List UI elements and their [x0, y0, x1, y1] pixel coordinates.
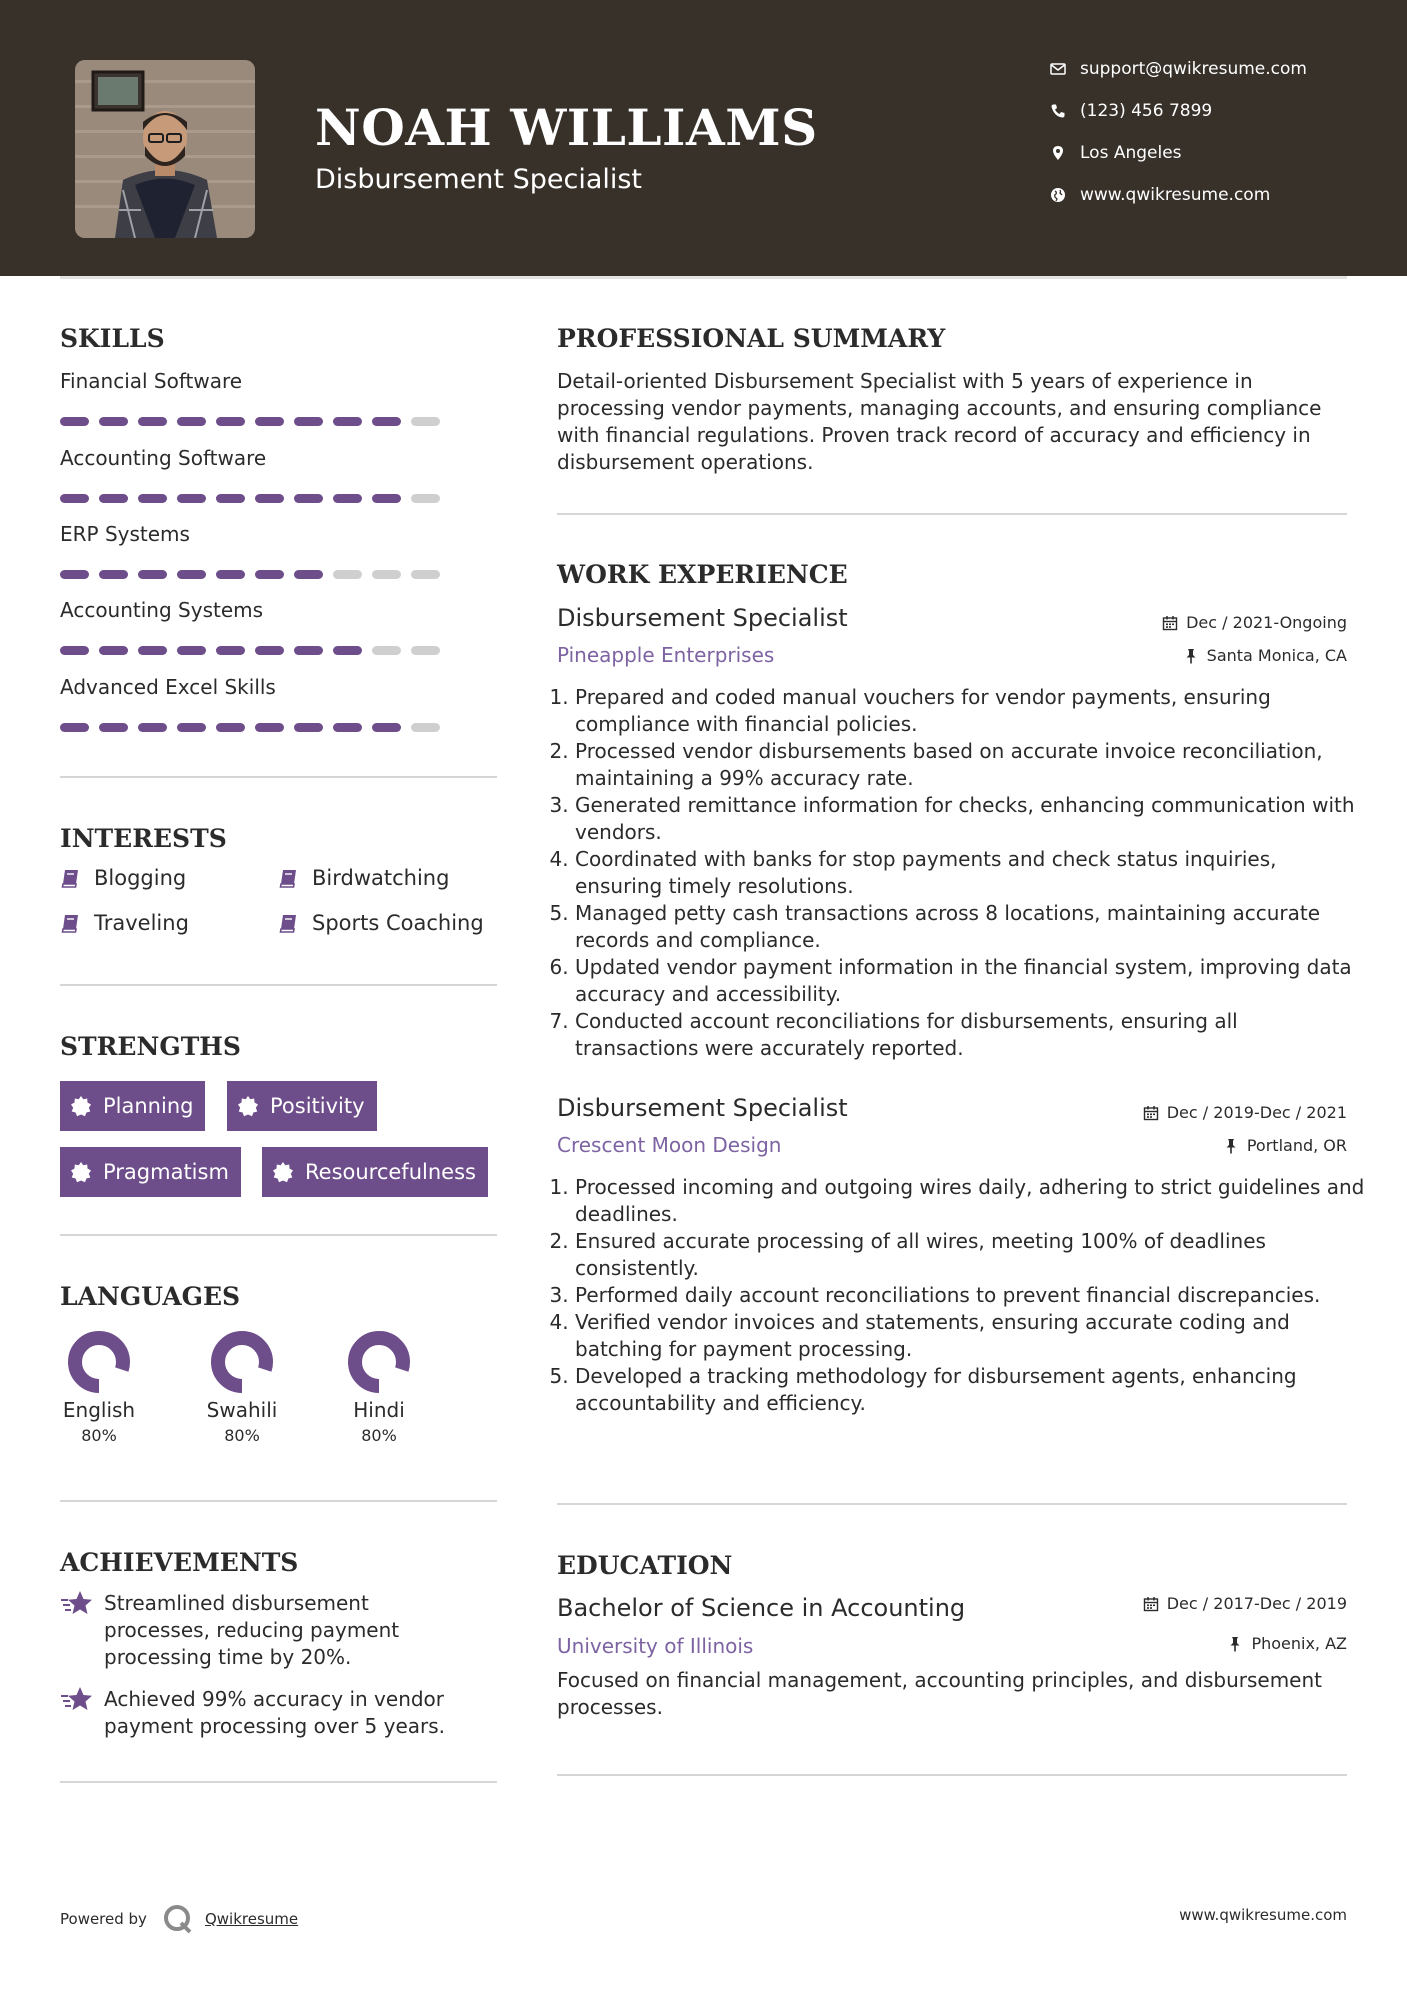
duty-item: 1. Processed incoming and outgoing wires daily, adhering to strict guidelines and deadlines.	[575, 1174, 1365, 1228]
phone-icon	[1050, 103, 1080, 119]
skill-dot-filled	[177, 570, 206, 579]
contact-location	[1050, 140, 1182, 166]
skill-dot-filled	[99, 570, 128, 579]
skill-dot-filled	[138, 494, 167, 503]
skill-dot-filled	[216, 570, 245, 579]
powered-by-label: Powered by	[60, 1910, 147, 1928]
skill-dot-filled	[216, 646, 245, 655]
skill-dot-filled	[99, 723, 128, 732]
language-percent: 80%	[361, 1426, 397, 1445]
skill-rating	[60, 570, 440, 579]
candidate-name: NOAH WILLIAMS	[315, 98, 818, 157]
duty-item: 6. Updated vendor payment information in the financial system, improving data accuracy and accessibility.	[575, 954, 1365, 1008]
contact-phone-text: (123) 456 7899	[1080, 101, 1213, 121]
skill-name: Financial Software	[60, 369, 243, 393]
strength-label: Resourcefulness	[305, 1160, 476, 1184]
achievement-text: Achieved 99% accuracy in vendor payment processing over 5 years.	[104, 1687, 446, 1738]
interest-item	[60, 866, 186, 890]
company-name: Pineapple Enterprises	[557, 643, 775, 667]
skill-dot-empty	[333, 570, 362, 579]
candidate-title: Disbursement Specialist	[315, 164, 643, 195]
skill-dot-filled	[294, 570, 323, 579]
skill-dot-filled	[216, 417, 245, 426]
contact-email-text: support@qwikresume.com	[1080, 59, 1307, 79]
skill-dot-filled	[60, 494, 89, 503]
job-date-text: Dec / 2021-Ongoing	[1186, 613, 1347, 632]
skill-dot-empty	[411, 417, 440, 426]
skill-dot-filled	[99, 494, 128, 503]
profile-photo	[75, 60, 255, 238]
skill-dot-empty	[372, 570, 401, 579]
interest-item	[60, 911, 189, 935]
strength-label: Pragmatism	[103, 1160, 229, 1184]
language-name: Swahili	[206, 1398, 278, 1422]
skill-dot-filled	[177, 494, 206, 503]
footer-powered-by	[60, 1902, 298, 1936]
skill-dot-filled	[372, 723, 401, 732]
achievement-item	[60, 1686, 460, 1740]
education-heading: EDUCATION	[557, 1551, 733, 1580]
language-ring	[347, 1330, 411, 1394]
summary-heading: PROFESSIONAL SUMMARY	[557, 324, 946, 353]
skill-dot-filled	[99, 417, 128, 426]
interest-label: Sports Coaching	[312, 911, 484, 935]
skill-dot-filled	[138, 417, 167, 426]
skill-name: Accounting Software	[60, 446, 267, 470]
skill-dot-filled	[372, 494, 401, 503]
pushpin-icon	[1227, 1636, 1243, 1652]
skill-dot-filled	[60, 723, 89, 732]
badge-icon	[70, 1161, 92, 1183]
strengths-heading: STRENGTHS	[60, 1032, 241, 1061]
duty-item: 5. Managed petty cash transactions across 8 locations, maintaining accurate records and compliance.	[575, 900, 1365, 954]
skill-dot-filled	[99, 646, 128, 655]
job-date-text: Dec / 2019-Dec / 2021	[1166, 1103, 1347, 1122]
skill-dot-empty	[411, 723, 440, 732]
duty-item: 3. Generated remittance information for checks, enhancing communication with vendors.	[575, 792, 1365, 846]
skill-dot-empty	[411, 494, 440, 503]
skill-dot-filled	[177, 723, 206, 732]
section-divider	[60, 1781, 497, 1783]
skill-dot-filled	[333, 646, 362, 655]
job-location-text: Santa Monica, CA	[1206, 646, 1347, 665]
language-item	[49, 1330, 149, 1445]
location-pin-icon	[1050, 145, 1080, 161]
strength-label: Planning	[103, 1094, 194, 1118]
skill-dot-filled	[60, 570, 89, 579]
job-location-text: Portland, OR	[1246, 1136, 1347, 1155]
skill-dot-filled	[216, 723, 245, 732]
badge-icon	[237, 1095, 259, 1117]
skill-dot-filled	[255, 494, 284, 503]
calendar-icon	[1143, 1596, 1159, 1612]
skill-dot-filled	[294, 646, 323, 655]
header-divider	[60, 276, 1347, 279]
qwikresume-logo-icon	[161, 1902, 195, 1936]
book-icon	[278, 912, 300, 934]
education-date-text: Dec / 2017-Dec / 2019	[1166, 1594, 1347, 1613]
duty-item: 3. Performed daily account reconciliations to prevent financial discrepancies.	[575, 1282, 1365, 1309]
language-ring	[210, 1330, 274, 1394]
achievement-item	[60, 1590, 460, 1671]
skill-dot-filled	[294, 417, 323, 426]
pushpin-icon	[1183, 648, 1199, 664]
skill-rating	[60, 494, 440, 503]
book-icon	[60, 912, 82, 934]
section-divider	[60, 776, 497, 778]
qwikresume-link[interactable]: Qwikresume	[204, 1910, 299, 1928]
duty-item: 4. Coordinated with banks for stop payments and check status inquiries, ensuring timely resolutions.	[575, 846, 1365, 900]
contact-email[interactable]	[1050, 56, 1307, 82]
section-divider	[60, 1234, 497, 1236]
skill-rating	[60, 646, 440, 655]
summary-text: Detail-oriented Disbursement Specialist with 5 years of experience in processing vendor payments, managing accounts, and ensuring compliance with financial regulations. Proven track record of accuracy and efficiency in disbursement operations.	[557, 369, 1322, 474]
skill-dot-filled	[372, 417, 401, 426]
globe-icon	[1050, 187, 1080, 203]
degree-title: Bachelor of Science in Accounting	[557, 1594, 966, 1622]
interest-label: Blogging	[94, 866, 187, 890]
skill-dot-filled	[138, 723, 167, 732]
skill-dot-empty	[411, 646, 440, 655]
job-date	[1143, 1103, 1347, 1122]
strength-chip	[262, 1147, 488, 1197]
badge-icon	[70, 1095, 92, 1117]
strength-chip	[60, 1081, 205, 1131]
profile-photo-image	[75, 60, 255, 238]
duty-item: 7. Conducted account reconciliations for disbursements, ensuring all transactions were accurately reported.	[575, 1008, 1365, 1062]
interest-label: Traveling	[94, 911, 189, 935]
language-item	[329, 1330, 429, 1445]
job-duties	[557, 1174, 1365, 1417]
skill-name: Accounting Systems	[60, 598, 264, 622]
calendar-icon	[1143, 1105, 1159, 1121]
job-date	[1162, 613, 1347, 632]
skills-heading: SKILLS	[60, 324, 165, 353]
skill-dot-filled	[60, 417, 89, 426]
strength-chip	[227, 1081, 377, 1131]
skill-dot-filled	[255, 723, 284, 732]
calendar-icon	[1162, 615, 1178, 631]
job-location	[1183, 646, 1347, 665]
skill-dot-filled	[60, 646, 89, 655]
experience-heading: WORK EXPERIENCE	[557, 560, 848, 589]
duty-item: 5. Developed a tracking methodology for disbursement agents, enhancing accountability and efficiency.	[575, 1363, 1365, 1417]
duty-item: 2. Ensured accurate processing of all wires, meeting 100% of deadlines consistently.	[575, 1228, 1365, 1282]
section-divider	[60, 1500, 497, 1502]
duty-item: 4. Verified vendor invoices and statements, ensuring accurate coding and batching for payment processing.	[575, 1309, 1365, 1363]
achievements-heading: ACHIEVEMENTS	[60, 1548, 299, 1577]
section-divider	[557, 1774, 1347, 1776]
education-location	[1227, 1634, 1347, 1653]
skill-dot-filled	[138, 570, 167, 579]
skill-name: Advanced Excel Skills	[60, 675, 276, 699]
language-name: Hindi	[353, 1398, 405, 1422]
skill-dot-filled	[216, 494, 245, 503]
job-duties	[557, 684, 1365, 1062]
education-description: Focused on financial management, accounting principles, and disbursement processes.	[557, 1668, 1322, 1719]
interest-label: Birdwatching	[312, 866, 450, 890]
skill-dot-filled	[333, 723, 362, 732]
book-icon	[278, 867, 300, 889]
contact-phone[interactable]	[1050, 98, 1212, 124]
pushpin-icon	[1223, 1138, 1239, 1154]
company-name: Crescent Moon Design	[557, 1133, 782, 1157]
language-percent: 80%	[224, 1426, 260, 1445]
strength-chip	[60, 1147, 241, 1197]
skill-dot-filled	[177, 417, 206, 426]
skill-dot-filled	[255, 570, 284, 579]
language-item	[192, 1330, 292, 1445]
duty-item: 1. Prepared and coded manual vouchers for vendor payments, ensuring compliance with financial policies.	[575, 684, 1365, 738]
contact-website-text: www.qwikresume.com	[1080, 185, 1271, 205]
section-divider	[557, 1503, 1347, 1505]
star-icon	[60, 1684, 94, 1714]
badge-icon	[272, 1161, 294, 1183]
language-percent: 80%	[81, 1426, 117, 1445]
contact-location-text: Los Angeles	[1080, 143, 1182, 163]
interest-item	[278, 911, 484, 935]
job-title: Disbursement Specialist	[557, 1094, 848, 1122]
skill-dot-filled	[255, 417, 284, 426]
book-icon	[60, 867, 82, 889]
achievement-text: Streamlined disbursement processes, reducing payment processing time by 20%.	[104, 1591, 400, 1669]
education-location-text: Phoenix, AZ	[1251, 1634, 1347, 1653]
skill-dot-filled	[294, 494, 323, 503]
skill-dot-filled	[255, 646, 284, 655]
footer-website[interactable]: www.qwikresume.com	[1179, 1906, 1347, 1924]
languages-heading: LANGUAGES	[60, 1282, 241, 1311]
skill-name: ERP Systems	[60, 522, 190, 546]
interest-item	[278, 866, 449, 890]
education-date	[1143, 1594, 1347, 1613]
section-divider	[557, 513, 1347, 515]
star-icon	[60, 1588, 94, 1618]
skill-dot-empty	[411, 570, 440, 579]
job-title: Disbursement Specialist	[557, 604, 848, 632]
duty-item: 2. Processed vendor disbursements based on accurate invoice reconciliation, maintaining a 99% accuracy rate.	[575, 738, 1365, 792]
skill-dot-filled	[177, 646, 206, 655]
skill-dot-filled	[294, 723, 323, 732]
job-location	[1223, 1136, 1347, 1155]
skill-rating	[60, 723, 440, 732]
language-name: English	[62, 1398, 136, 1422]
skill-dot-empty	[372, 646, 401, 655]
strength-label: Positivity	[270, 1094, 365, 1118]
envelope-icon	[1050, 61, 1080, 77]
skill-rating	[60, 417, 440, 426]
interests-heading: INTERESTS	[60, 824, 227, 853]
skill-dot-filled	[333, 417, 362, 426]
language-ring	[67, 1330, 131, 1394]
skill-dot-filled	[138, 646, 167, 655]
section-divider	[60, 984, 497, 986]
skill-dot-filled	[333, 494, 362, 503]
contact-website[interactable]	[1050, 182, 1270, 208]
school-name: University of Illinois	[557, 1634, 754, 1658]
